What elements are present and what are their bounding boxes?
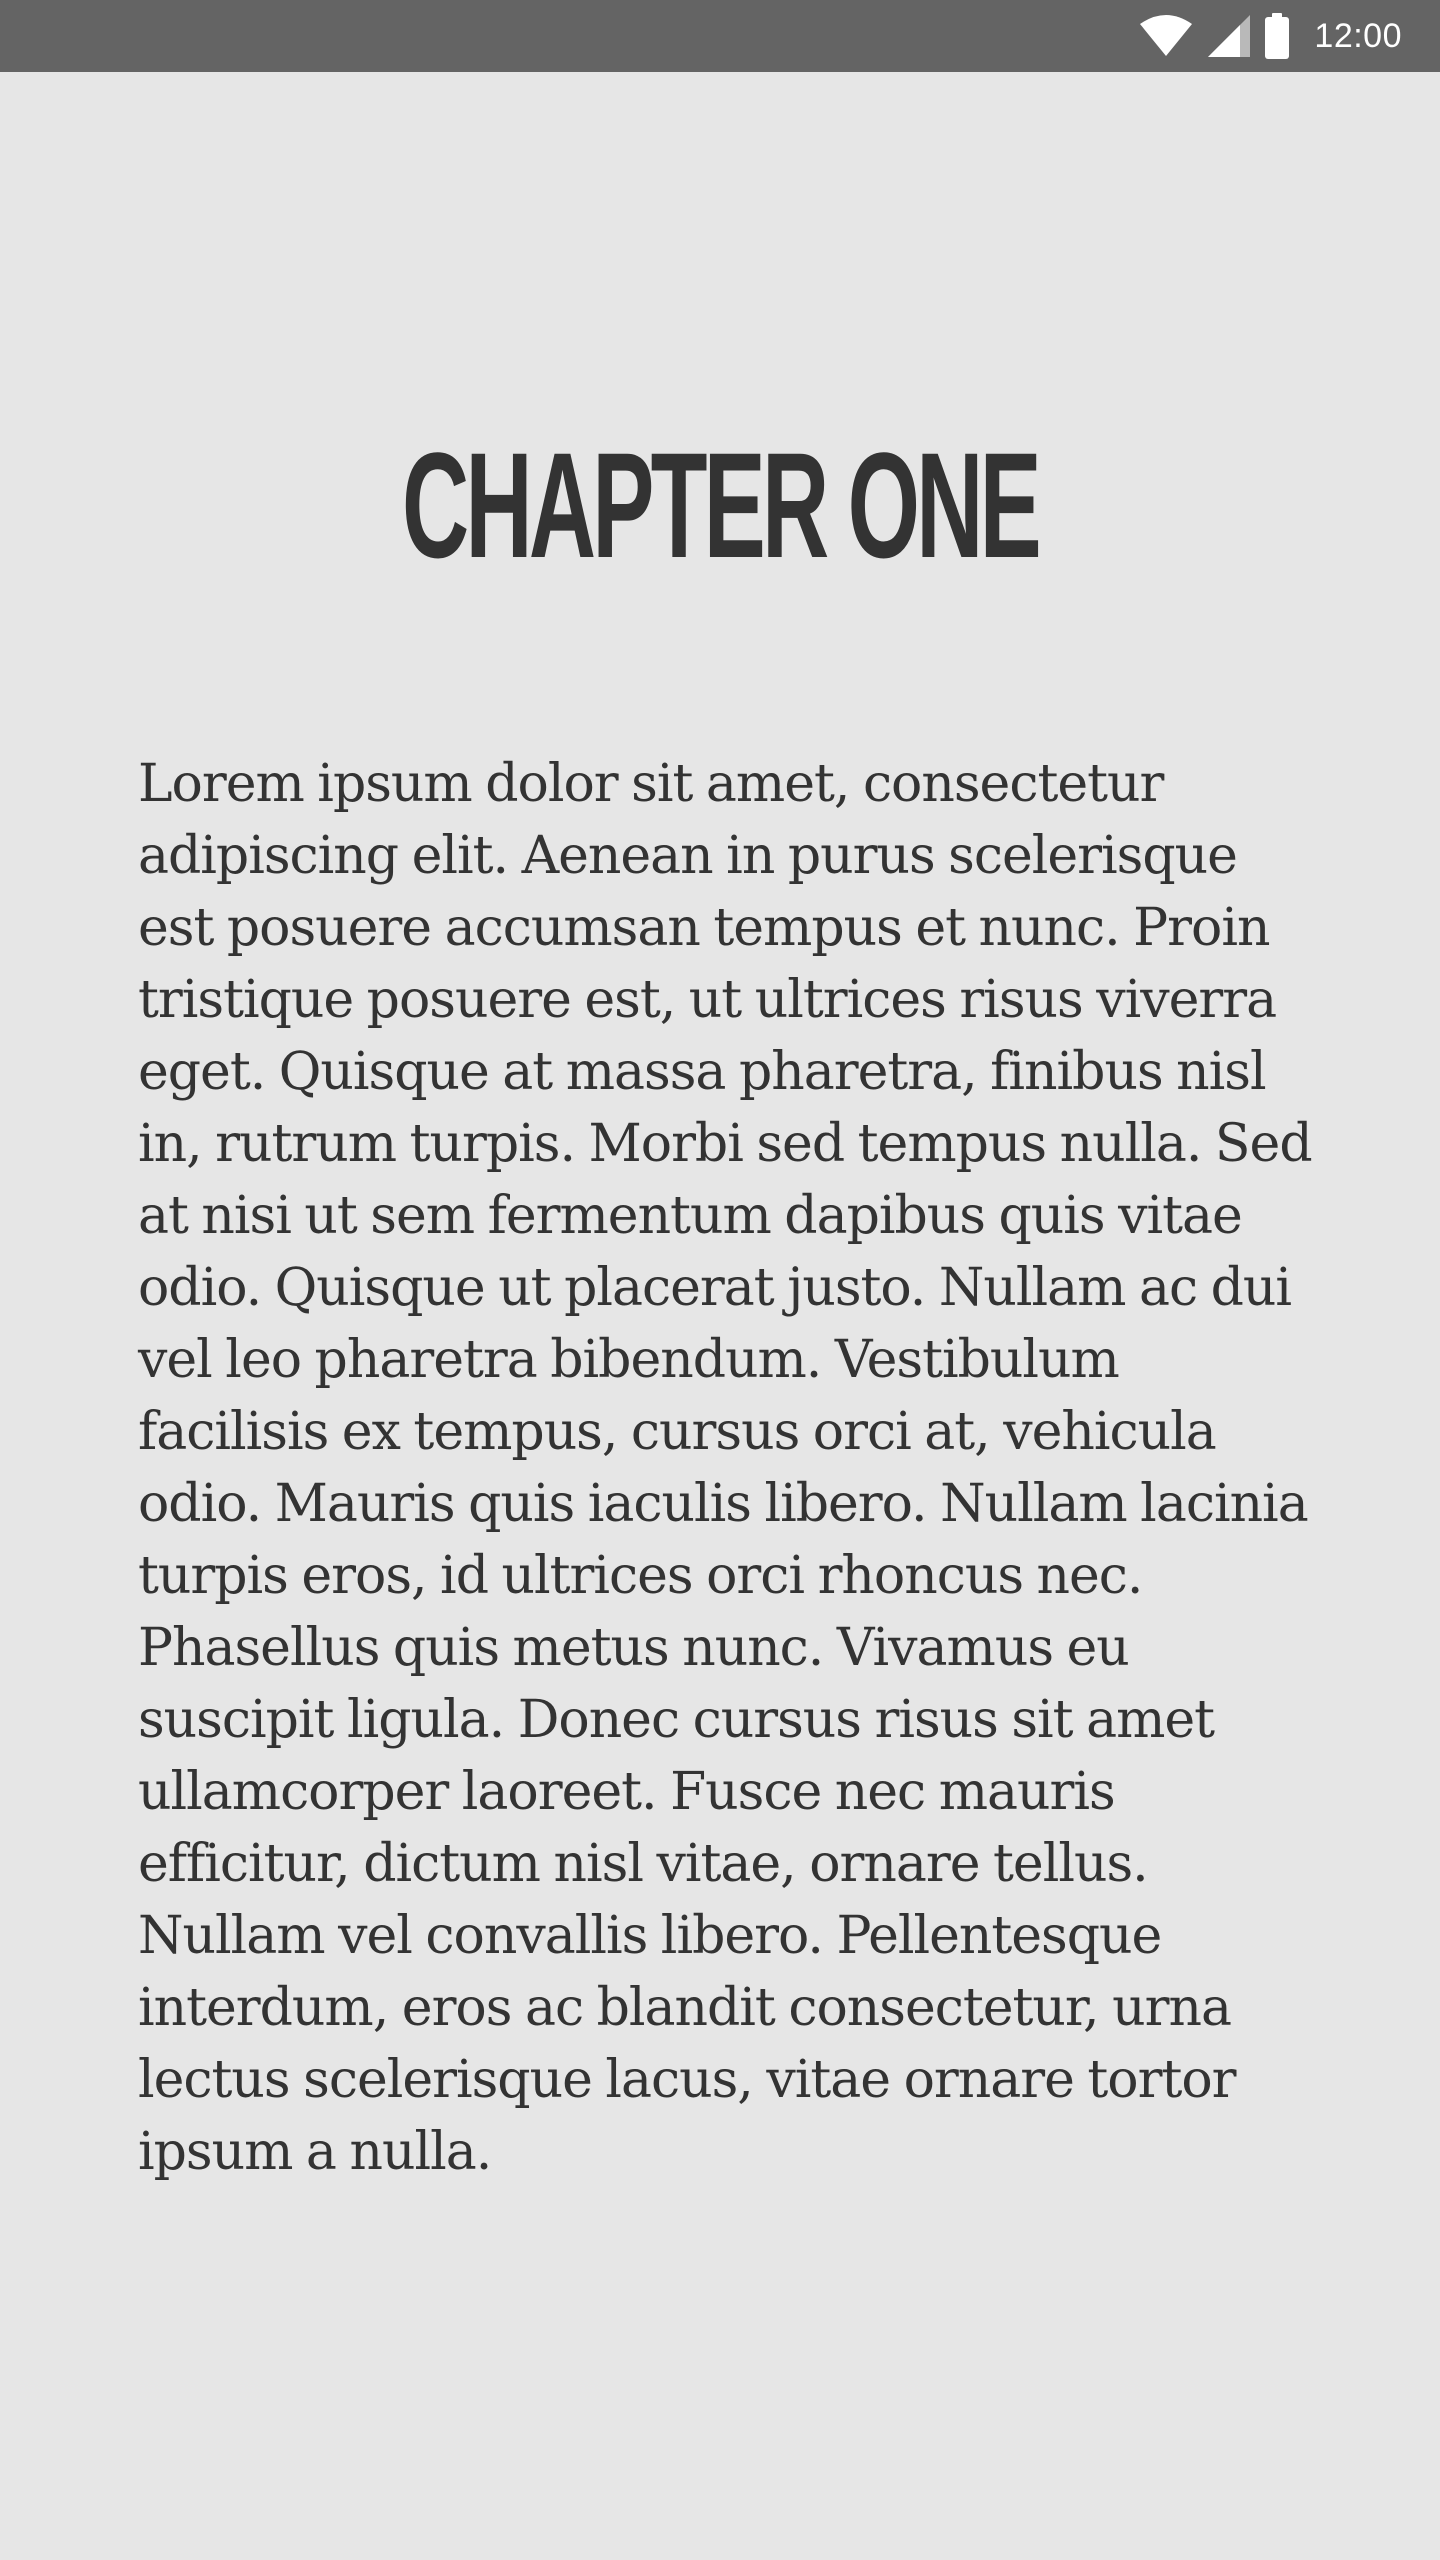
cellular-signal-icon (1206, 13, 1252, 59)
chapter-title: CHAPTER ONE (402, 421, 1038, 589)
status-time: 12:00 (1314, 17, 1402, 55)
status-icons (1138, 0, 1402, 72)
chapter-body-text: Lorem ipsum dolor sit amet, consectetur adipiscing elit. Aenean in purus scelerisque est posuere accumsan tempus et nunc. Proin tristique posuere est, ut ultrices risus viverra eget. Quisque at massa pharetra, finibus nisl in, rutrum turpis. Morbi sed tempus nulla. Sed at nisi ut sem fermentum dapibus quis vitae odio. Quisque ut placerat justo. Nullam ac dui vel leo pharetra bibendum. Vestibulum facilisis ex tempus, cursus orci at, vehicula odio. Mauris quis iaculis libero. Nullam lacinia turpis eros, id ultrices orci rhoncus nec. Phasellus quis metus nunc. Vivamus eu suscipit ligula. Donec cursus risus sit amet ullamcorper laoreet. Fusce nec mauris efficitur, dictum nisl vitae, ornare tellus. Nullam vel convallis libero. Pellentesque interdum, eros ac blandit consectetur, urna lectus scelerisque lacus, vitae ornare tortor ipsum a nulla. (138, 754, 1312, 2182)
status-bar (0, 0, 1440, 72)
wifi-icon (1138, 14, 1194, 58)
battery-icon (1264, 13, 1290, 59)
